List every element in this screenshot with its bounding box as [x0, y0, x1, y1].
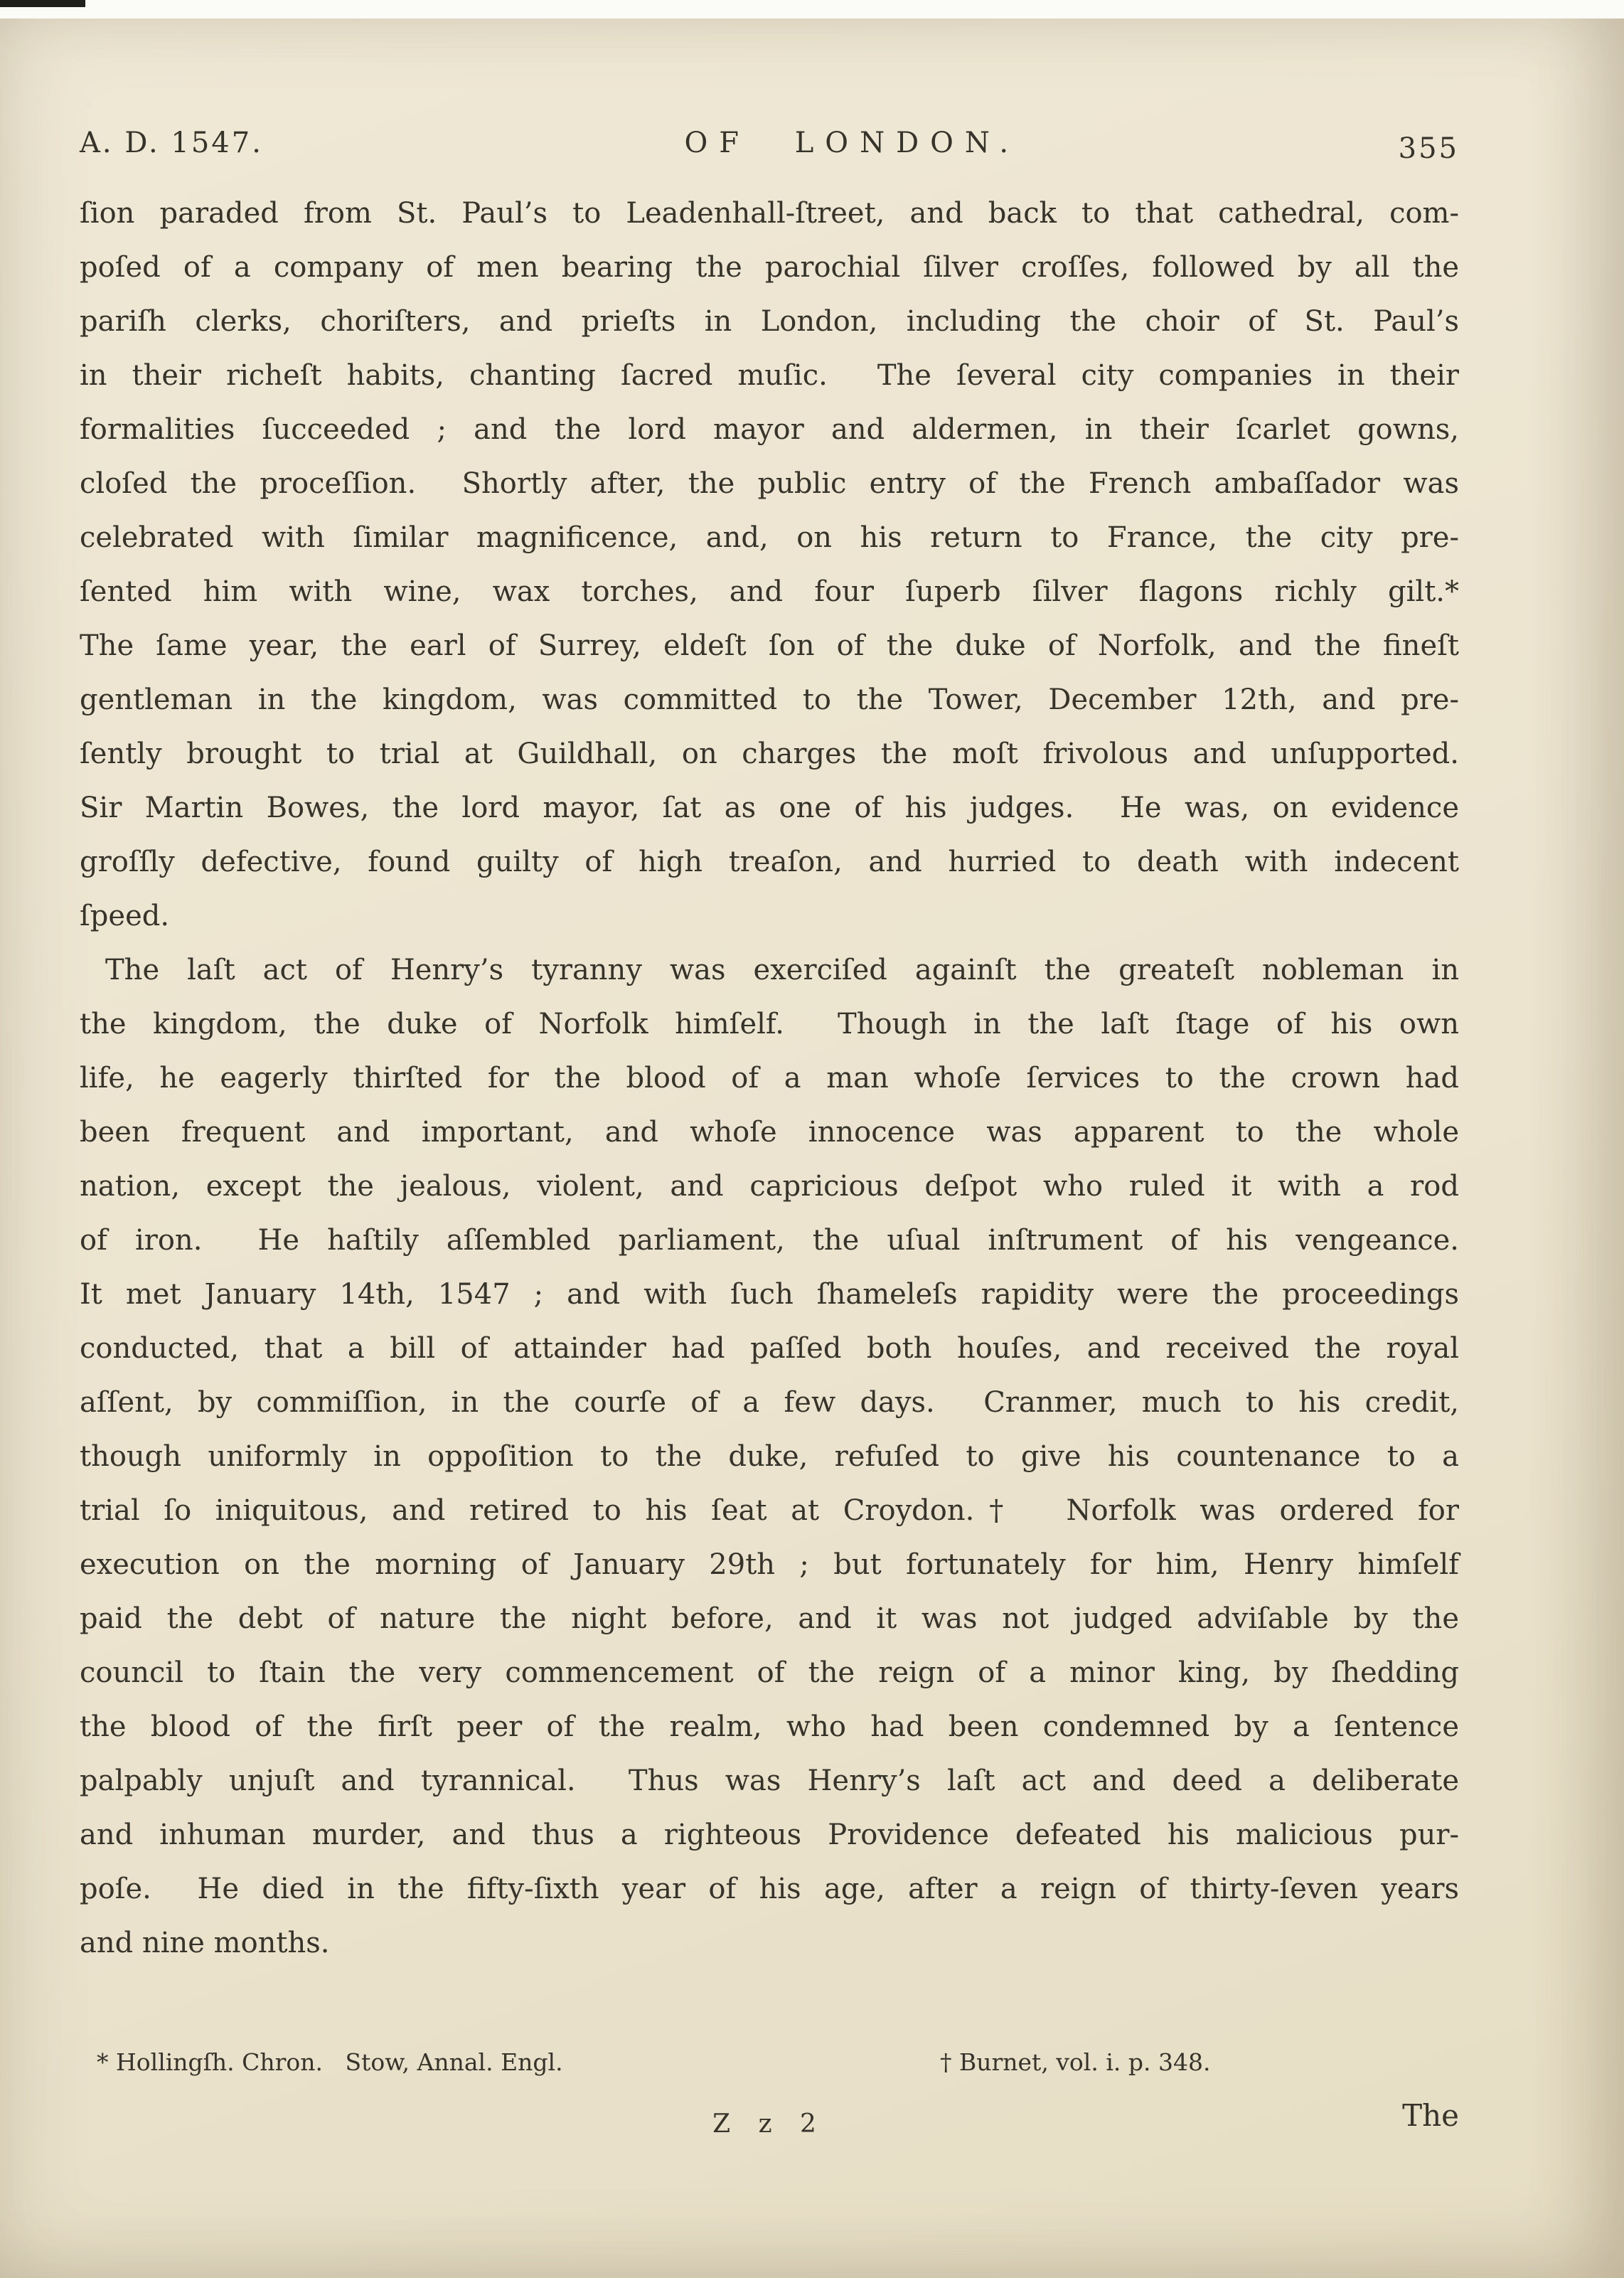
body-text: [80, 186, 1459, 1970]
text-line: aſſent, by commiſſion, in the courſe of a few days. Cranmer, much to his credit,: [80, 1386, 1459, 1419]
text-line: and nine months.: [80, 1927, 330, 1959]
page-number: 355: [1398, 132, 1459, 165]
text-line: of iron. He haſtily aſſembled parliament, the uſual inſtrument of his vengeance.: [80, 1224, 1459, 1257]
text-line: Sir Martin Bowes, the lord mayor, ſat as one of his judges. He was, on evidence: [80, 792, 1459, 824]
text-line: ſently brought to trial at Guildhall, on charges the moſt frivolous and unſupported.: [80, 738, 1459, 770]
text-line: trial ſo iniquitous, and retired to his ſeat at Croydon.† Norfolk was ordered for: [80, 1494, 1459, 1527]
running-title: OF LONDON.: [684, 127, 1020, 159]
text-line: pariſh clerks, choriſters, and prieſts in London, including the choir of St. Paul’s: [80, 305, 1459, 338]
paragraph: [80, 186, 1459, 943]
footnote-left: * Hollingſh. Chron. Stow, Annal. Engl.: [97, 2048, 563, 2076]
signature-mark: Z z 2: [712, 2109, 826, 2139]
text-line: ſion paraded from St. Paul’s to Leadenhall-ſtreet, and back to that cathedral, com-: [80, 197, 1459, 230]
text-line: and inhuman murder, and thus a righteous Providence defeated his malicious pur-: [80, 1819, 1459, 1851]
text-line: council to ſtain the very commencement of the reign of a minor king, by ſhedding: [80, 1656, 1459, 1689]
text-line: celebrated with ſimilar magnificence, and, on his return to France, the city pre-: [80, 521, 1459, 554]
text-line: been frequent and important, and whoſe innocence was apparent to the whole: [80, 1116, 1459, 1149]
bottom-row: [80, 2098, 1459, 2155]
scan-top-margin: [0, 0, 1624, 18]
text-line: cloſed the proceſſion. Shortly after, the public entry of the French ambaſſador was: [80, 467, 1459, 500]
text-line: ſented him with wine, wax torches, and four ſuperb ſilver flagons richly gilt.*: [80, 575, 1459, 608]
scan-corner-artifact: [0, 0, 85, 7]
text-line: It met January 14th, 1547 ; and with ſuch ſhameleſs rapidity were the proceedings: [80, 1278, 1459, 1311]
header-date: A. D. 1547.: [80, 127, 263, 159]
text-line: The ſame year, the earl of Surrey, eldeſt ſon of the duke of Norfolk, and the fineſt: [80, 629, 1459, 662]
text-line: the blood of the firſt peer of the realm, who had been condemned by a ſentence: [80, 1710, 1459, 1743]
text-line: the kingdom, the duke of Norfolk himſelf. Though in the laſt ſtage of his own: [80, 1008, 1459, 1040]
text-line: execution on the morning of January 29th ; but fortunately for him, Henry himſelf: [80, 1548, 1459, 1581]
text-line: ſpeed.: [80, 900, 170, 932]
page-header: [80, 127, 1459, 165]
text-line: paid the debt of nature the night before, and it was not judged adviſable by the: [80, 1602, 1459, 1635]
catchword: The: [1402, 2098, 1459, 2133]
text-line: though uniformly in oppoſition to the duke, refuſed to give his countenance to a: [80, 1440, 1459, 1473]
text-line: The laſt act of Henry’s tyranny was exerciſed againſt the greateſt nobleman in: [105, 954, 1459, 986]
text-line: palpably unjuſt and tyrannical. Thus was Henry’s laſt act and deed a deliberate: [80, 1765, 1459, 1797]
text-line: formalities ſucceeded ; and the lord mayor and aldermen, in their ſcarlet gowns,: [80, 413, 1459, 446]
paragraph: [80, 943, 1459, 1970]
text-line: life, he eagerly thirſted for the blood of a man whoſe ſervices to the crown had: [80, 1062, 1459, 1095]
text-line: groſſly defective, found guilty of high treaſon, and hurried to death with indecent: [80, 846, 1459, 878]
footnote-right: † Burnet, vol. i. p. 348.: [940, 2048, 1211, 2076]
text-line: poſed of a company of men bearing the parochial ſilver croſſes, followed by all the: [80, 251, 1459, 284]
text-line: conducted, that a bill of attainder had paſſed both houſes, and received the royal: [80, 1332, 1459, 1365]
text-line: nation, except the jealous, violent, and capricious deſpot who ruled it with a rod: [80, 1170, 1459, 1203]
text-line: in their richeſt habits, chanting ſacred muſic. The ſeveral city companies in their: [80, 359, 1459, 392]
text-line: gentleman in the kingdom, was committed to the Tower, December 12th, and pre-: [80, 683, 1459, 716]
text-line: poſe. He died in the fifty-ſixth year of his age, after a reign of thirty-ſeven years: [80, 1873, 1459, 1905]
